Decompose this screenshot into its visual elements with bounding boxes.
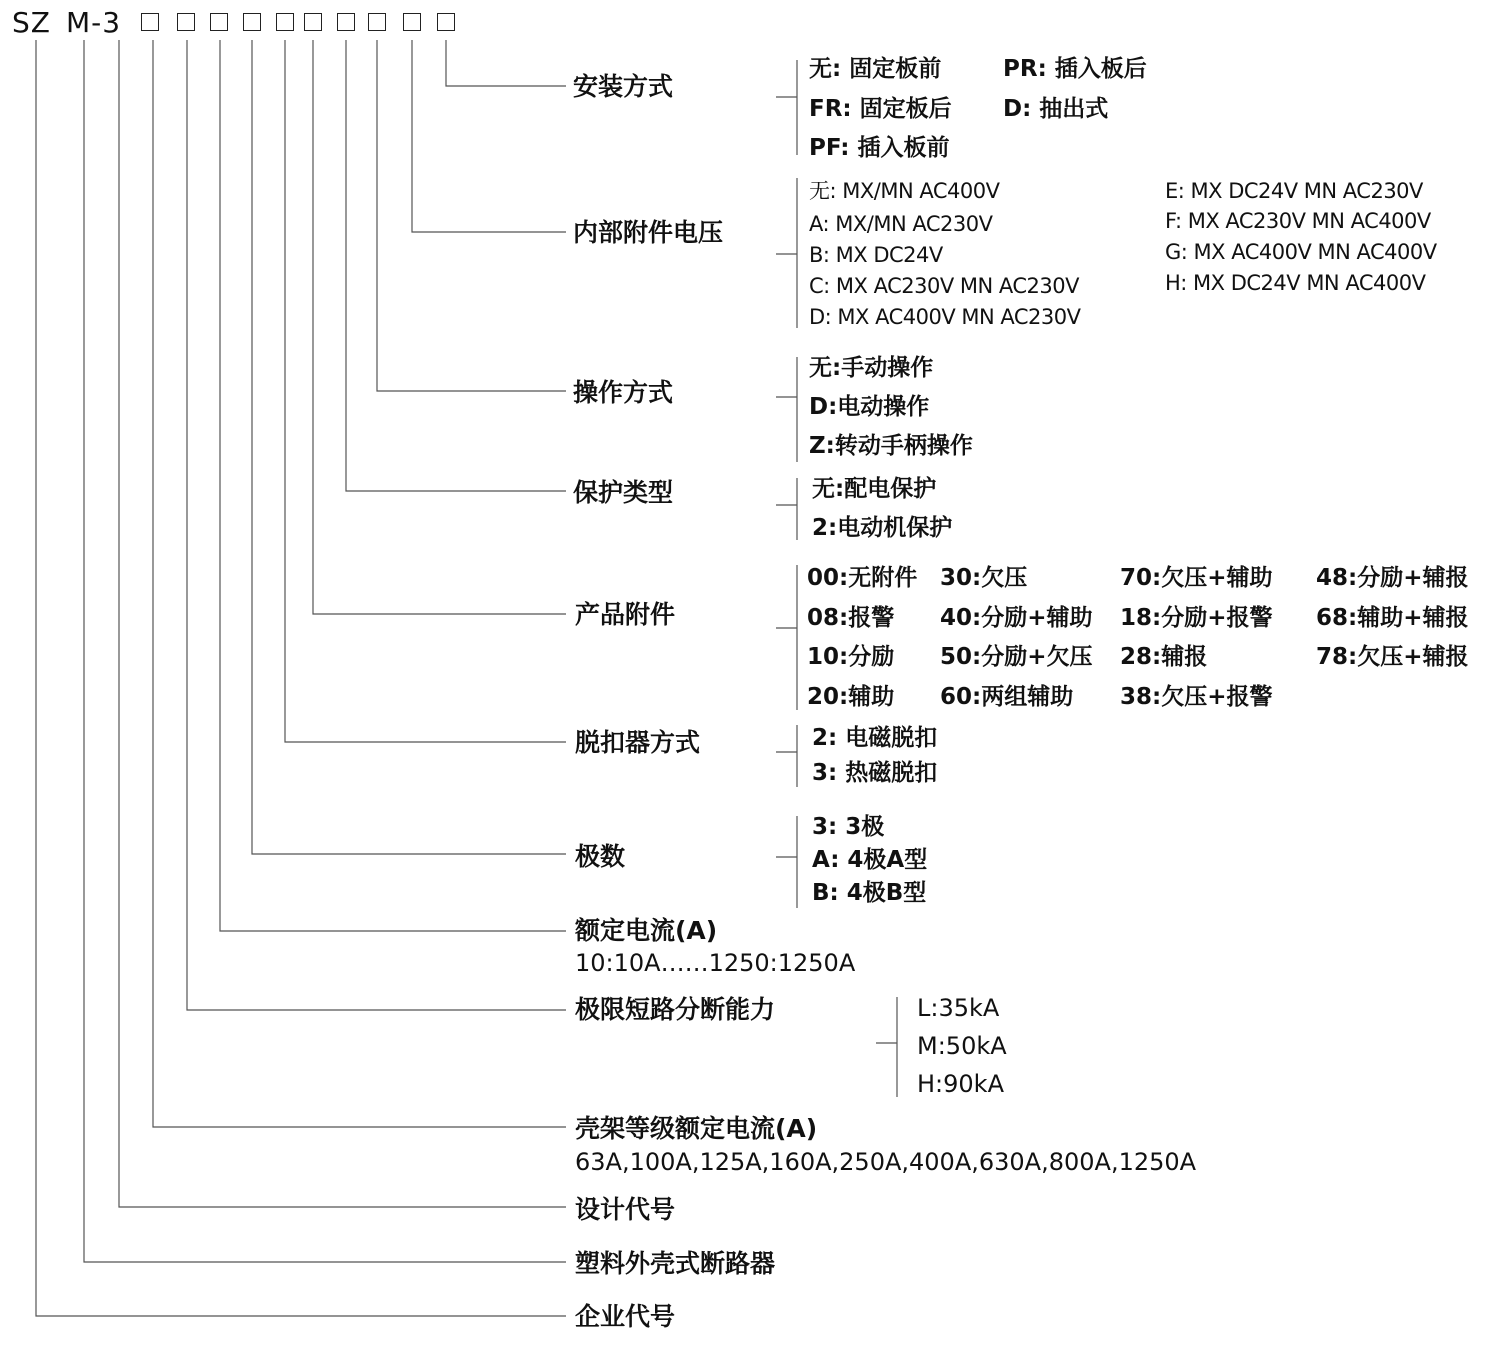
breaking-capacity-option: H:90kA xyxy=(917,1070,1004,1098)
mounting-option: 无: 固定板前 xyxy=(809,56,942,82)
breaking-capacity-option: L:35kA xyxy=(917,994,1000,1022)
connector-protection xyxy=(346,40,566,491)
model-prefix: SZ xyxy=(12,6,51,39)
rated-current-value: 10:10A……1250:1250A xyxy=(575,949,856,977)
accessory-option: 78:欠压+辅报 xyxy=(1316,644,1469,670)
internal-voltage-option: E: MX DC24V MN AC230V xyxy=(1165,179,1423,203)
connector-accessories xyxy=(313,40,566,614)
mounting-label: 安装方式 xyxy=(573,72,674,101)
bracket-protection xyxy=(776,478,797,540)
code-box-9 xyxy=(403,13,421,31)
connector-internal-voltage xyxy=(412,40,566,232)
accessory-option: 38:欠压+报警 xyxy=(1120,684,1273,710)
internal-voltage-option: C: MX AC230V MN AC230V xyxy=(809,274,1079,298)
operation-option: D:电动操作 xyxy=(809,394,930,420)
internal-voltage-label: 内部附件电压 xyxy=(573,218,724,247)
protection-label: 保护类型 xyxy=(573,478,674,507)
code-box-6 xyxy=(304,13,322,31)
poles-option: 3: 3极 xyxy=(812,814,885,840)
protection-option: 无:配电保护 xyxy=(812,476,937,502)
code-box-1 xyxy=(141,13,159,31)
accessory-option: 40:分励+辅助 xyxy=(940,605,1093,631)
poles-option: B: 4极B型 xyxy=(812,880,927,906)
code-box-7 xyxy=(337,13,355,31)
connector-operation xyxy=(377,40,566,391)
breaker-type-label: 塑料外壳式断路器 xyxy=(575,1249,776,1278)
model-series: M-3 xyxy=(66,6,122,39)
accessory-option: 60:两组辅助 xyxy=(940,684,1074,710)
mounting-option: PF: 插入板前 xyxy=(809,135,950,161)
operation-option: Z:转动手柄操作 xyxy=(809,433,973,459)
mounting-option: D: 抽出式 xyxy=(1003,96,1109,122)
bracket-accessories xyxy=(776,565,797,710)
design-code-label: 设计代号 xyxy=(575,1195,676,1224)
code-box-2 xyxy=(177,13,195,31)
accessory-option: 30:欠压 xyxy=(940,565,1028,591)
accessory-option: 50:分励+欠压 xyxy=(940,644,1093,670)
connector-rated-current xyxy=(220,40,566,931)
accessory-option: 70:欠压+辅助 xyxy=(1120,565,1273,591)
mounting-option: PR: 插入板后 xyxy=(1003,56,1147,82)
accessory-option: 08:报警 xyxy=(807,605,895,631)
accessory-option: 28:辅报 xyxy=(1120,644,1208,670)
rated-current-label: 额定电流(A) xyxy=(575,916,718,945)
internal-voltage-option: F: MX AC230V MN AC400V xyxy=(1165,209,1431,233)
internal-voltage-option: G: MX AC400V MN AC400V xyxy=(1165,240,1437,264)
bracket-breaking-capacity xyxy=(876,997,897,1097)
accessory-option: 18:分励+报警 xyxy=(1120,605,1273,631)
protection-option: 2:电动机保护 xyxy=(812,515,953,541)
accessory-option: 10:分励 xyxy=(807,644,895,670)
operation-option: 无:手动操作 xyxy=(809,355,934,381)
accessory-option: 20:辅助 xyxy=(807,684,895,710)
bracket-mounting xyxy=(776,60,797,155)
connector-design-code xyxy=(119,40,566,1207)
accessories-label: 产品附件 xyxy=(575,600,676,629)
mounting-option: FR: 固定板后 xyxy=(809,96,952,122)
bracket-poles xyxy=(776,816,797,908)
bracket-trip-unit xyxy=(776,725,797,787)
code-box-4 xyxy=(243,13,261,31)
code-box-8 xyxy=(368,13,386,31)
breaking-capacity-option: M:50kA xyxy=(917,1032,1007,1060)
connector-breaker-type xyxy=(84,40,566,1262)
internal-voltage-option: B: MX DC24V xyxy=(809,243,943,267)
poles-option: A: 4极A型 xyxy=(812,847,928,873)
internal-voltage-option: H: MX DC24V MN AC400V xyxy=(1165,271,1426,295)
code-box-5 xyxy=(276,13,294,31)
operation-label: 操作方式 xyxy=(573,378,674,407)
connector-mounting xyxy=(446,40,566,86)
accessory-option: 48:分励+辅报 xyxy=(1316,565,1469,591)
internal-voltage-option: 无: MX/MN AC400V xyxy=(809,179,1000,203)
internal-voltage-option: A: MX/MN AC230V xyxy=(809,212,993,236)
bracket-operation xyxy=(776,357,797,462)
internal-voltage-option: D: MX AC400V MN AC230V xyxy=(809,305,1081,329)
accessory-option: 68:辅助+辅报 xyxy=(1316,605,1469,631)
frame-current-label: 壳架等级额定电流(A) xyxy=(575,1114,818,1143)
trip-unit-option: 3: 热磁脱扣 xyxy=(812,760,938,786)
trip-unit-label: 脱扣器方式 xyxy=(575,728,701,757)
trip-unit-option: 2: 电磁脱扣 xyxy=(812,725,938,751)
frame-current-value: 63A,100A,125A,160A,250A,400A,630A,800A,1250A xyxy=(575,1148,1197,1176)
company-code-label: 企业代号 xyxy=(575,1302,676,1331)
code-box-10 xyxy=(437,13,455,31)
breaking-capacity-label: 极限短路分断能力 xyxy=(575,995,776,1024)
connector-frame-current xyxy=(153,40,566,1127)
code-box-3 xyxy=(210,13,228,31)
accessory-option: 00:无附件 xyxy=(807,565,918,591)
bracket-internal-voltage xyxy=(776,178,797,328)
poles-label: 极数 xyxy=(575,842,626,871)
connector-poles xyxy=(252,40,566,854)
